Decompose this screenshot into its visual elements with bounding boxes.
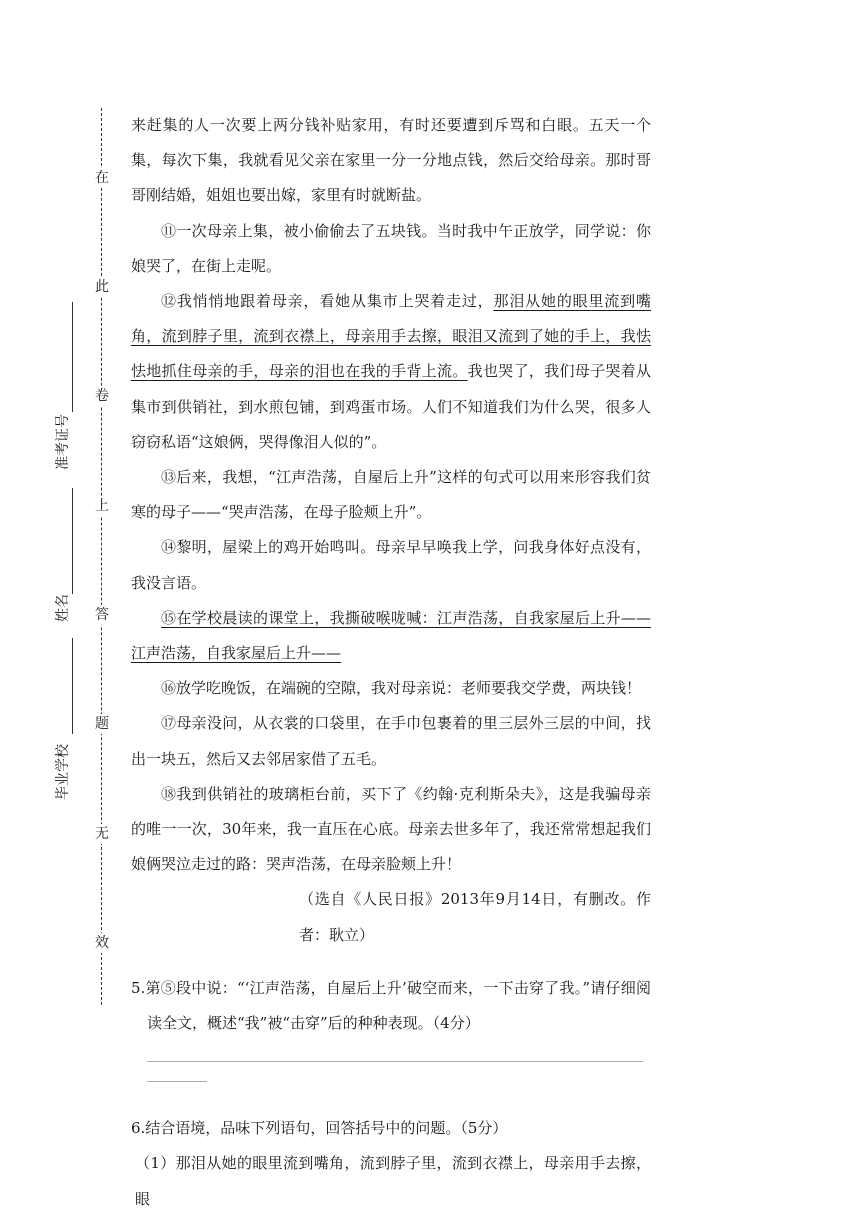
question-6: 6.结合语境，品味下列语句，回答括号中的问题。（5分） — [131, 1119, 508, 1138]
paragraph-16: ⑯放学吃晚饭，在端碗的空隙，我对母亲说：老师要我交学费，两块钱！ — [161, 679, 642, 698]
school-blank — [72, 638, 73, 734]
binding-dashed-line — [101, 108, 102, 1005]
reading-passage — [131, 108, 651, 1217]
binding-char: 此 — [92, 277, 112, 297]
citation: （选自《人民日报》2013年9月14日，有删改。作者：耿立） — [299, 890, 651, 944]
binding-char: 上 — [92, 496, 112, 516]
paragraph-11: ⑪一次母亲上集，被小偷偷去了五块钱。当时我中午正放学，同学说：你娘哭了，在街上走呢。 — [131, 221, 651, 275]
paragraph-12: ⑫我悄悄地跟着母亲，看她从集市上哭着走过，那泪从她的眼里流到嘴角，流到脖子里，流到衣襟上，母亲用手去擦，眼泪又流到了她的手上，我怯怯地抓住母亲的手，母亲的泪也在我的手背上流。我也哭了，我们母子哭着从集市到供销社，到水煎包铺，到鸡蛋市场。人们不知道我们为什么哭，很多人窃窃私语“这娘俩，哭得像泪人似的”。 — [131, 292, 651, 451]
answer-line[interactable] — [131, 1041, 651, 1076]
binding-char: 题 — [92, 714, 112, 734]
binding-char: 效 — [92, 933, 112, 953]
paragraph-13: ⑬后来，我想，“江声浩荡，自屋后上升”这样的句式可以用来形容我们贫寒的母子——“哭声浩荡，在母子脸颊上升”。 — [131, 468, 651, 522]
underlined-sentence: 那泪从她的眼里流到嘴角，流到脖子里，流到衣襟上，母亲用手去擦，眼泪又流到了她的手上，我怯怯地抓住母亲的手，母亲的泪也在我的手背上流。 — [131, 292, 651, 381]
paragraph-17: ⑰母亲没问，从衣裳的口袋里，在手巾包裹着的里三层外三层的中间，找出一块五，然后又去邻居家借了五毛。 — [131, 714, 651, 768]
binding-char: 在 — [92, 168, 112, 188]
exam-id-blank — [72, 302, 73, 412]
paragraph-14: ⑭黎明，屋梁上的鸡开始鸣叫。母亲早早唤我上学，问我身体好点没有，我没言语。 — [131, 538, 651, 592]
question-5: 5.第⑤段中说：“‘江声浩荡，自屋后上升’破空而来，一下击穿了我。”请仔细阅读全文，概述“我”被“击穿”后的种种表现。（4分） — [131, 978, 651, 1033]
binding-char: 无 — [92, 824, 112, 844]
name-blank — [72, 488, 73, 594]
binding-char: 卷 — [92, 386, 112, 406]
question-6-item-1: （1）那泪从她的眼里流到嘴角，流到脖子里，流到衣襟上，母亲用手去擦，眼 — [135, 1154, 651, 1208]
paragraph-continued: 来赶集的人一次要上两分钱补贴家用，有时还要遭到斥骂和白眼。五天一个集，每次下集，我就看见父亲在家里一分一分地点钱，然后交给母亲。那时哥哥刚结婚，姐姐也要出嫁，家里有时就断盐。 — [131, 116, 651, 205]
paragraph-18: ⑱我到供销社的玻璃柜台前，买下了《约翰·克利斯朵夫》，这是我骗母亲的唯一一次，30年来，我一直压在心底。母亲去世多年了，我还常常想起我们娘俩哭泣走过的路：哭声浩荡，在母亲脸颊上升！ — [131, 784, 651, 874]
underlined-sentence: ⑮在学校晨读的课堂上，我撕破喉咙喊：江声浩荡，自我家屋后上升——江声浩荡，自我家屋后上升—— — [131, 608, 651, 663]
paragraph-15 — [131, 601, 651, 671]
binding-char: 答 — [92, 605, 112, 625]
answer-line[interactable] — [131, 1076, 651, 1111]
